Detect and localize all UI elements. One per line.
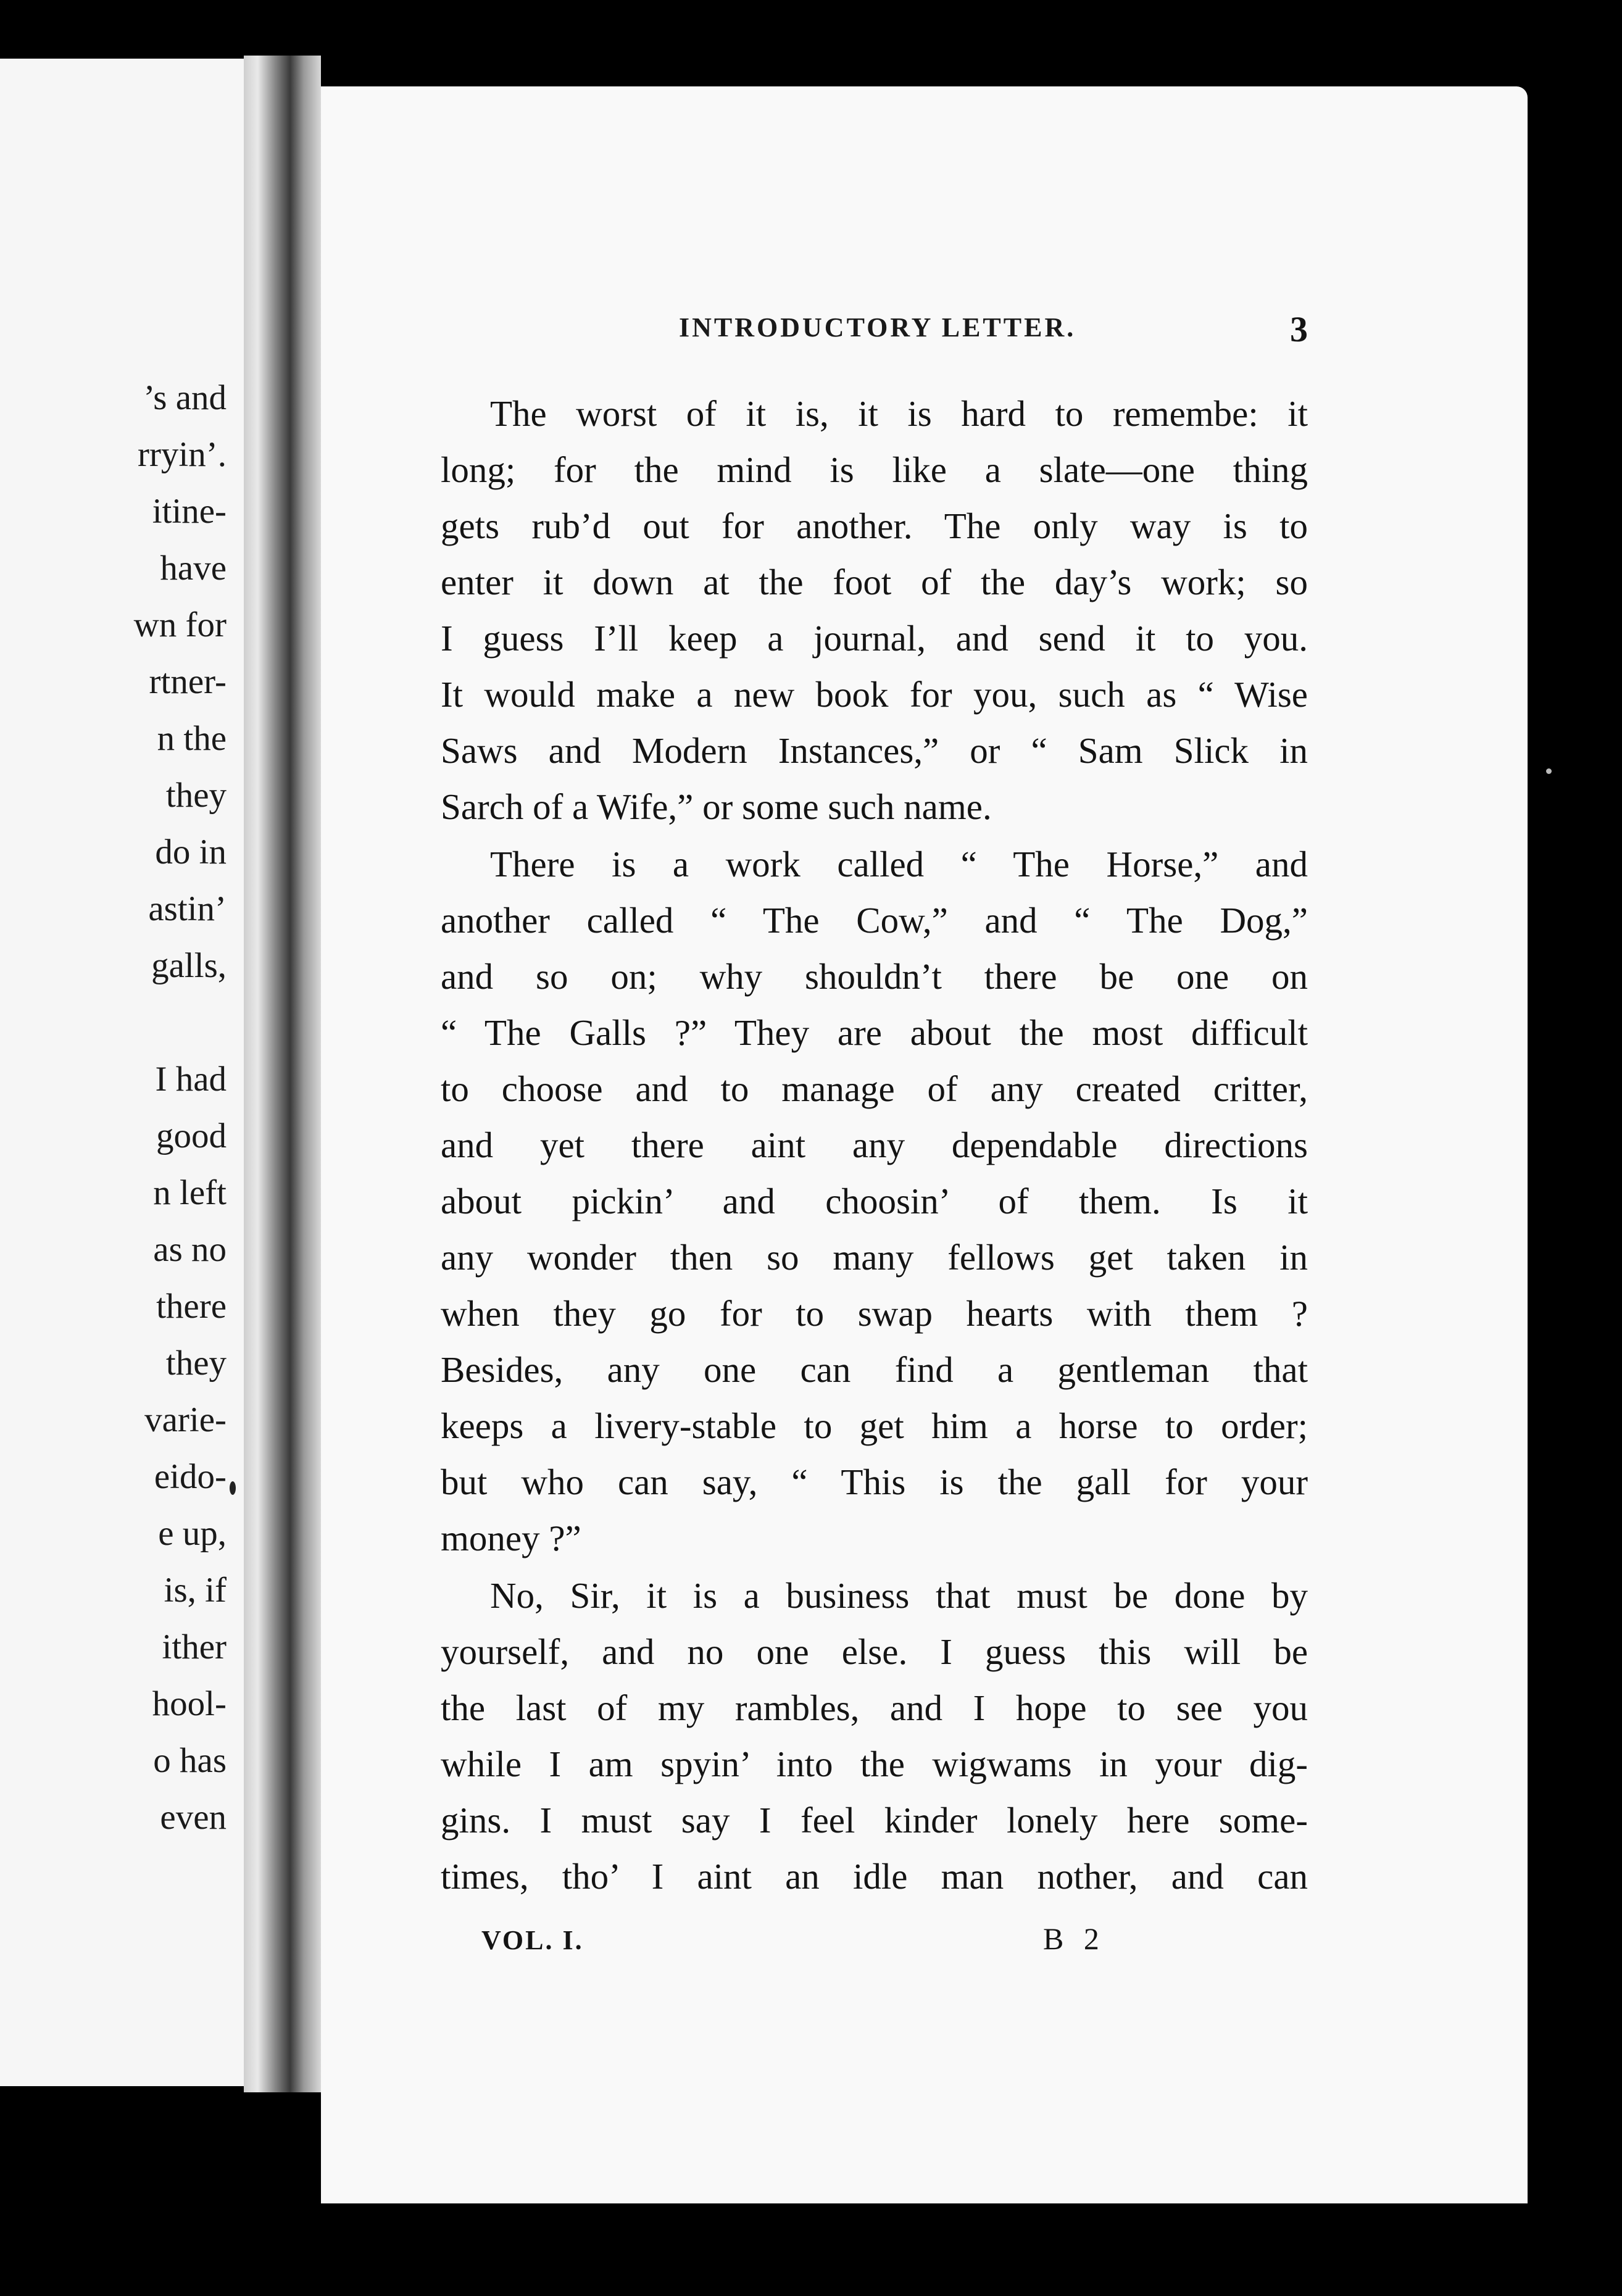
left-page-line: n the <box>157 719 227 758</box>
text-line: when they go for to swap hearts with them ? <box>441 1293 1308 1334</box>
book-gutter <box>244 56 321 2092</box>
left-page-line: have <box>160 549 227 588</box>
text-line: but who can say, “ This is the gall for your <box>441 1462 1308 1502</box>
signature-mark-volume: VOL. I. <box>481 1925 584 1955</box>
text-line: while I am spyin’ into the wigwams in your dig- <box>441 1744 1308 1784</box>
text-line: No, Sir, it is a business that must be done by <box>490 1575 1308 1616</box>
left-page-line: galls, <box>151 946 227 985</box>
left-page-line: n left <box>153 1173 227 1212</box>
text-line: any wonder then so many fellows get taken in <box>441 1237 1308 1278</box>
text-line: Saws and Modern Instances,” or “ Sam Slick in <box>441 730 1308 771</box>
left-page-line: wn for <box>133 605 227 644</box>
left-page-line: is, if <box>164 1571 227 1610</box>
text-line: The worst of it is, it is hard to remembe: it <box>490 393 1308 434</box>
text-line: times, tho’ I aint an idle man nother, and can <box>441 1856 1308 1897</box>
left-page-line: itine- <box>152 492 227 531</box>
text-line: and yet there aint any dependable directions <box>441 1125 1308 1165</box>
ink-speck <box>1546 768 1552 774</box>
text-line: gins. I must say I feel kinder lonely here some- <box>441 1800 1308 1841</box>
text-line: keeps a livery-stable to get him a horse to order; <box>441 1405 1308 1446</box>
left-page-line: varie- <box>144 1400 227 1439</box>
left-page <box>0 59 244 2086</box>
text-line: about pickin’ and choosin’ of them. Is it <box>441 1181 1308 1221</box>
text-line: Sarch of a Wife,” or some such name. <box>441 786 992 827</box>
text-line: There is a work called “ The Horse,” and <box>490 844 1308 884</box>
ink-speck <box>230 1481 236 1495</box>
text-line: money ?” <box>441 1518 581 1558</box>
body-text <box>441 386 1308 1905</box>
left-page-line: they <box>165 1344 227 1383</box>
text-line: and so on; why shouldn’t there be one on <box>441 956 1308 997</box>
left-page-line: eido- <box>154 1457 227 1496</box>
text-line: yourself, and no one else. I guess this will be <box>441 1631 1308 1672</box>
page-number: 3 <box>1290 309 1308 349</box>
left-page-line: e up, <box>158 1514 227 1553</box>
left-page-line: do in <box>155 833 227 871</box>
left-page-line: ’s and <box>143 378 227 417</box>
left-page-line: even <box>160 1798 227 1837</box>
text-line: “ The Galls ?” They are about the most difficult <box>441 1012 1308 1053</box>
left-page-line: as no <box>153 1230 227 1269</box>
left-page-line: good <box>156 1117 227 1155</box>
text-line: long; for the mind is like a slate—one thing <box>441 449 1308 490</box>
left-page-line: astin’ <box>148 889 227 928</box>
left-page-line: rryin’. <box>137 435 227 474</box>
text-line: another called “ The Cow,” and “ The Dog,” <box>441 900 1308 941</box>
left-page-line: they <box>165 776 227 815</box>
text-line: gets rub’d out for another. The only way is to <box>441 505 1308 546</box>
left-page-line: I had <box>155 1060 227 1099</box>
text-line: to choose and to manage of any created critter, <box>441 1068 1308 1109</box>
text-line: It would make a new book for you, such as “ Wise <box>441 674 1308 715</box>
left-page-line: ither <box>162 1628 227 1666</box>
text-line: Besides, any one can find a gentleman that <box>441 1349 1308 1390</box>
text-line: the last of my rambles, and I hope to see you <box>441 1687 1308 1728</box>
left-page-line: rtner- <box>149 662 227 701</box>
text-line: I guess I’ll keep a journal, and send it to you. <box>441 618 1308 659</box>
left-page-line: hool- <box>152 1684 227 1723</box>
signature-mark-gathering: B 2 <box>1043 1921 1105 1956</box>
left-page-line: there <box>156 1287 227 1326</box>
text-line: enter it down at the foot of the day’s work; so <box>441 562 1308 602</box>
left-page-line: o has <box>153 1741 227 1780</box>
running-head: INTRODUCTORY LETTER. <box>679 312 1076 343</box>
